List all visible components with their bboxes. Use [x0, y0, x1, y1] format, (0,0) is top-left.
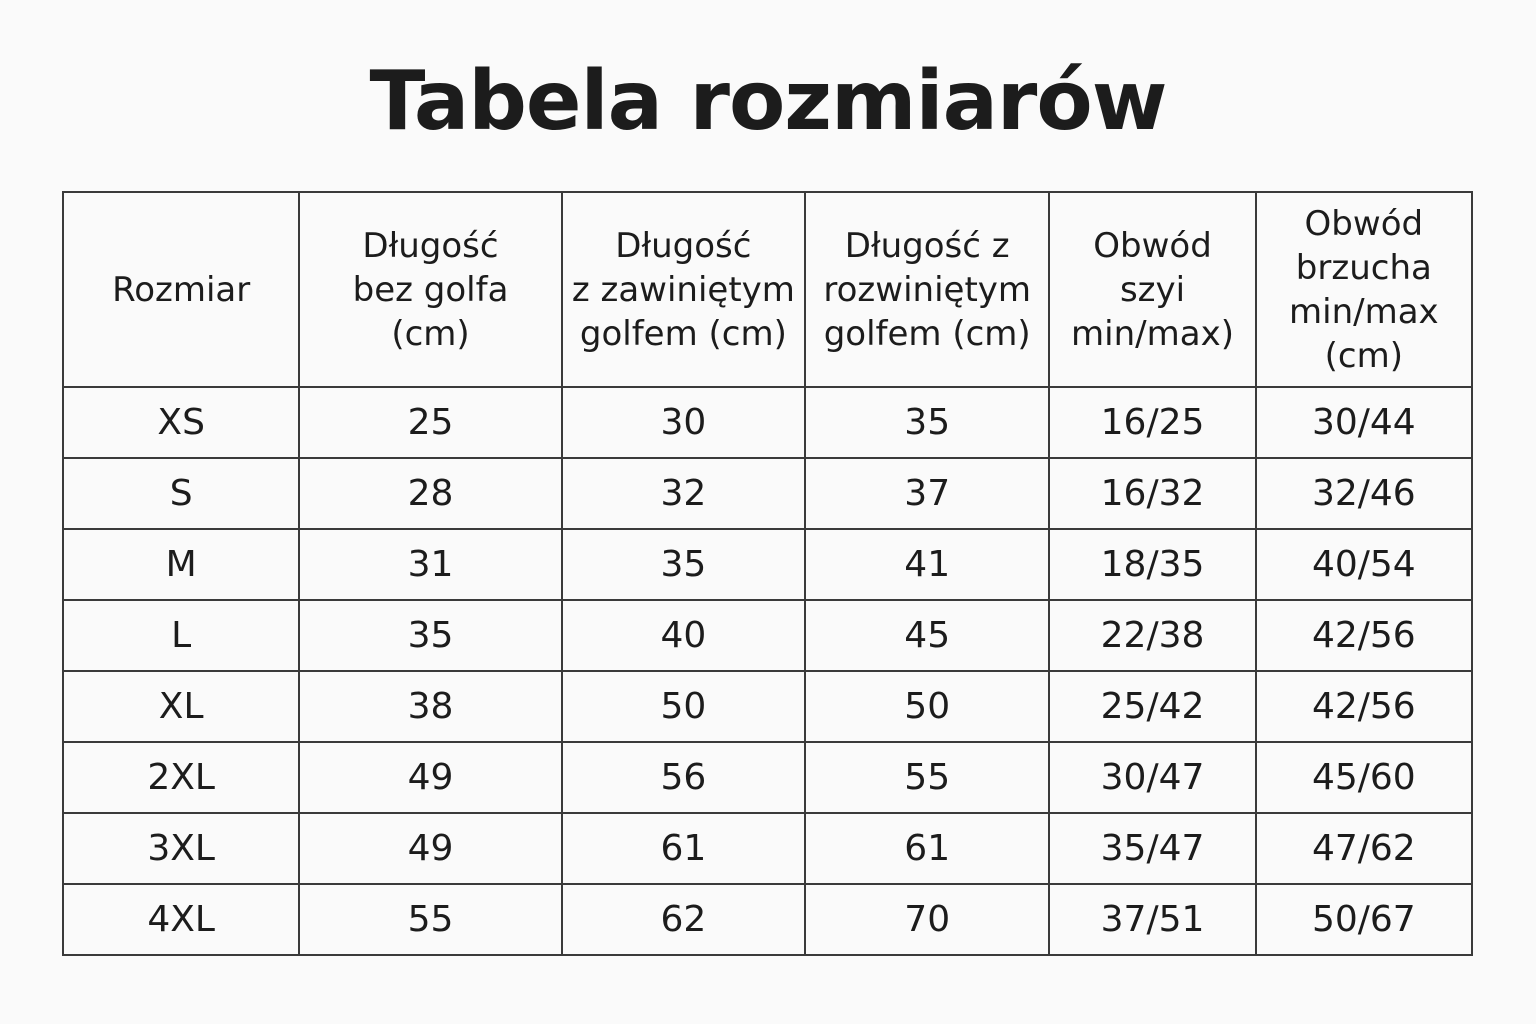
header-line: golfem (cm)	[579, 313, 787, 354]
cell-size: 2XL	[63, 742, 299, 813]
header-line: min/max	[1289, 291, 1439, 332]
cell-size: XS	[63, 387, 299, 458]
cell-size: S	[63, 458, 299, 529]
cell-belly-circumference: 30/44	[1256, 387, 1472, 458]
header-size	[63, 192, 299, 387]
table-row	[63, 458, 1472, 529]
cell-length-folded-collar: 40	[562, 600, 805, 671]
cell-length-unfolded-collar: 41	[805, 529, 1049, 600]
header-line: rozwiniętym	[823, 269, 1032, 310]
cell-length-folded-collar: 35	[562, 529, 805, 600]
cell-length-folded-collar: 50	[562, 671, 805, 742]
cell-length-folded-collar: 32	[562, 458, 805, 529]
header-line: (cm)	[1324, 335, 1403, 376]
cell-belly-circumference: 42/56	[1256, 671, 1472, 742]
cell-neck-circumference: 30/47	[1049, 742, 1255, 813]
cell-length-no-collar: 28	[299, 458, 561, 529]
cell-neck-circumference: 22/38	[1049, 600, 1255, 671]
header-line: Długość z	[844, 225, 1010, 266]
header-line: brzucha	[1295, 247, 1432, 288]
table-row	[63, 387, 1472, 458]
cell-belly-circumference: 32/46	[1256, 458, 1472, 529]
cell-length-no-collar: 25	[299, 387, 561, 458]
cell-belly-circumference: 40/54	[1256, 529, 1472, 600]
table-row	[63, 671, 1472, 742]
cell-belly-circumference: 45/60	[1256, 742, 1472, 813]
table-row	[63, 813, 1472, 884]
cell-length-unfolded-collar: 61	[805, 813, 1049, 884]
cell-length-no-collar: 49	[299, 813, 561, 884]
cell-length-unfolded-collar: 45	[805, 600, 1049, 671]
table-body	[63, 387, 1472, 955]
header-line: szyi	[1119, 269, 1186, 310]
cell-length-folded-collar: 30	[562, 387, 805, 458]
header-line: min/max)	[1071, 313, 1234, 354]
header-length-no-collar	[299, 192, 561, 387]
cell-size: 3XL	[63, 813, 299, 884]
header-line: z zawiniętym	[571, 269, 795, 310]
header-length-folded-collar	[562, 192, 805, 387]
cell-size: L	[63, 600, 299, 671]
size-chart-table	[62, 191, 1473, 956]
cell-length-folded-collar: 61	[562, 813, 805, 884]
header-line: (cm)	[391, 313, 470, 354]
table-header-row	[63, 192, 1472, 387]
header-line: bez golfa	[352, 269, 509, 310]
cell-neck-circumference: 37/51	[1049, 884, 1255, 955]
header-length-unfolded-collar	[805, 192, 1049, 387]
header-line: Obwód	[1093, 225, 1212, 266]
header-line: Obwód	[1304, 203, 1424, 244]
cell-length-no-collar: 31	[299, 529, 561, 600]
cell-length-no-collar: 49	[299, 742, 561, 813]
table-row	[63, 742, 1472, 813]
header-line: golfem (cm)	[823, 313, 1031, 354]
cell-length-unfolded-collar: 55	[805, 742, 1049, 813]
cell-length-no-collar: 55	[299, 884, 561, 955]
cell-belly-circumference: 42/56	[1256, 600, 1472, 671]
table-row	[63, 529, 1472, 600]
header-line: Rozmiar	[112, 269, 251, 310]
cell-neck-circumference: 35/47	[1049, 813, 1255, 884]
header-belly-circumference	[1256, 192, 1472, 387]
cell-neck-circumference: 16/25	[1049, 387, 1255, 458]
cell-belly-circumference: 50/67	[1256, 884, 1472, 955]
cell-length-folded-collar: 62	[562, 884, 805, 955]
cell-length-folded-collar: 56	[562, 742, 805, 813]
cell-size: 4XL	[63, 884, 299, 955]
cell-length-unfolded-collar: 50	[805, 671, 1049, 742]
cell-neck-circumference: 16/32	[1049, 458, 1255, 529]
cell-neck-circumference: 25/42	[1049, 671, 1255, 742]
table-row	[63, 884, 1472, 955]
cell-belly-circumference: 47/62	[1256, 813, 1472, 884]
cell-length-unfolded-collar: 70	[805, 884, 1049, 955]
cell-size: XL	[63, 671, 299, 742]
cell-length-no-collar: 38	[299, 671, 561, 742]
header-line: Długość	[362, 225, 499, 266]
cell-neck-circumference: 18/35	[1049, 529, 1255, 600]
cell-length-unfolded-collar: 35	[805, 387, 1049, 458]
header-line: Długość	[615, 225, 752, 266]
table-row	[63, 600, 1472, 671]
cell-size: M	[63, 529, 299, 600]
header-neck-circumference	[1049, 192, 1255, 387]
cell-length-unfolded-collar: 37	[805, 458, 1049, 529]
cell-length-no-collar: 35	[299, 600, 561, 671]
page-title: Tabela rozmiarów	[369, 54, 1167, 149]
